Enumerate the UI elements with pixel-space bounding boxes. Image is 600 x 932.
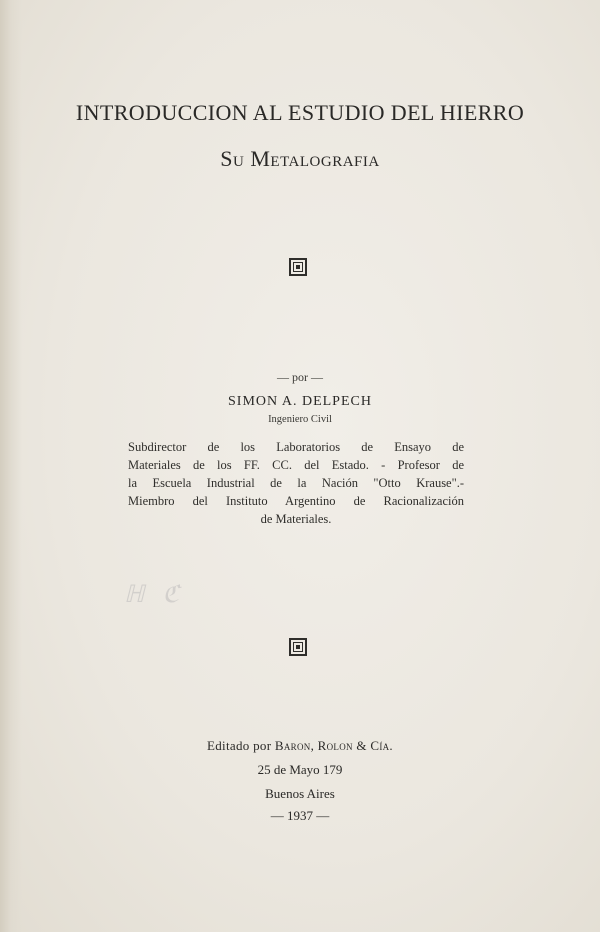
publication-year: — 1937 — bbox=[270, 808, 330, 823]
description-line: Materiales de los FF. CC. del Estado. - Profesor de bbox=[128, 458, 464, 472]
square-spiral-ornament-icon bbox=[289, 638, 307, 656]
pencil-mark: ℍ ℭ bbox=[124, 582, 186, 608]
author-description bbox=[128, 438, 464, 528]
publisher-line bbox=[0, 738, 600, 754]
description-line: la Escuela Industrial de la Nación "Otto Krause".- bbox=[128, 476, 464, 490]
square-spiral-ornament-icon bbox=[289, 258, 307, 276]
book-title-line2: Su Metalografia bbox=[220, 146, 380, 171]
publisher-prefix: Editado por bbox=[207, 738, 275, 753]
book-title-line1: INTRODUCCION AL ESTUDIO DEL HIERRO bbox=[75, 100, 525, 125]
author-name: SIMON A. DELPECH bbox=[228, 394, 372, 409]
description-line: de Materiales. bbox=[260, 512, 332, 526]
publisher-name: Baron, Rolon & Cía. bbox=[274, 738, 393, 753]
by-line: — por — bbox=[277, 370, 323, 384]
description-line: Subdirector de los Laboratorios de Ensayo de bbox=[128, 440, 464, 454]
author-title: Ingeniero Civil bbox=[268, 414, 332, 425]
description-line: Miembro del Instituto Argentino de Racionalización bbox=[128, 494, 464, 508]
publisher-address: 25 de Mayo 179 bbox=[257, 762, 343, 777]
publisher-city: Buenos Aires bbox=[265, 786, 335, 801]
